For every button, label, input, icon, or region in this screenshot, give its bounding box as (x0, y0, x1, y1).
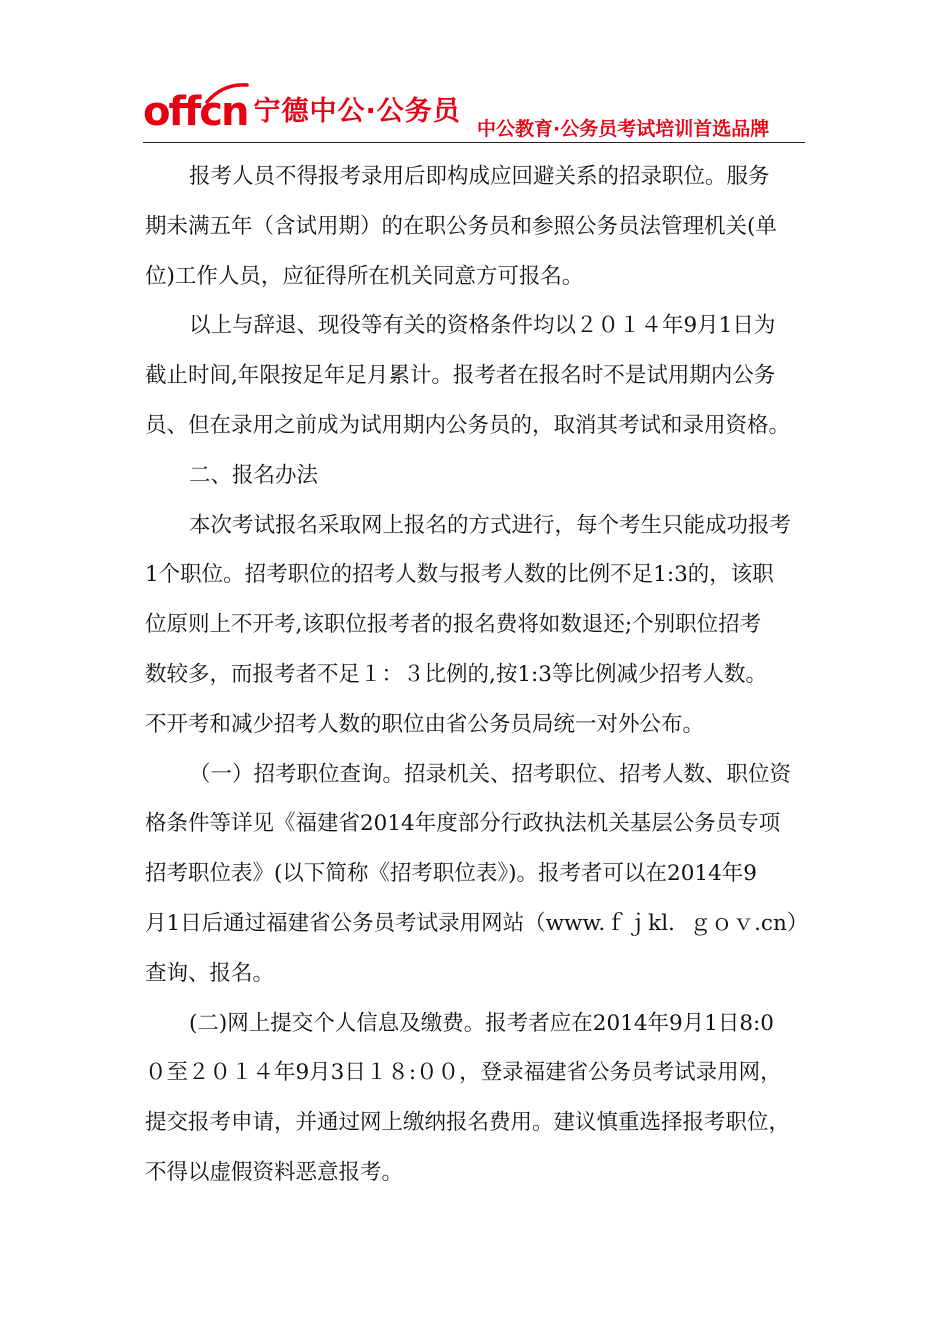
text-line: 提交报考申请，并通过网上缴纳报名费用。建议慎重选择报考职位， (145, 1110, 791, 1136)
text-line: 1个职位。招考职位的招考人数与报考人数的比例不足1:3的，该职 (145, 562, 774, 588)
page-header (143, 84, 805, 143)
text-line: 以上与辞退、现役等有关的资格条件均以２０１４年9月1日为 (189, 313, 776, 339)
text-line: 查询、报名。 (145, 960, 275, 986)
text-line: 月1日后通过福建省公务员考试录用网站（www.ｆｊkl．ｇｏｖ.cn） (145, 910, 809, 936)
text-line: （一）招考职位查询。招录机关、招考职位、招考人数、职位资 (189, 761, 792, 787)
text-line: 不得以虚假资料恶意报考。 (145, 1159, 404, 1185)
offcn-logo (143, 88, 461, 135)
text-line: 位)工作人员，应征得所在机关同意方可报名。 (145, 263, 584, 289)
text-line: ０至２０１４年9月3日１８:００，登录福建省公务员考试录用网， (145, 1060, 782, 1086)
brand-slogan: 中公教育·公务员考试培训首选品牌 (477, 118, 770, 140)
text-line: 数较多，而报考者不足１：３比例的,按1:3等比例减少招考人数。 (145, 661, 767, 687)
text-line: 期未满五年（含试用期）的在职公务员和参照公务员法管理机关(单 (145, 213, 777, 239)
text-line: 报考人员不得报考录用后即构成应回避关系的招录职位。服务 (189, 164, 770, 189)
logo-swoosh-icon (205, 82, 249, 104)
document-body (145, 152, 809, 1198)
text-line: 招考职位表》(以下简称《招考职位表》)。报考者可以在2014年9 (145, 861, 757, 887)
text-line: (二)网上提交个人信息及缴费。报考者应在2014年9月1日8:0 (189, 1010, 774, 1036)
text-line: 本次考试报名采取网上报名的方式进行，每个考生只能成功报考 (189, 512, 792, 538)
text-line: 员、但在录用之前成为试用期内公务员的，取消其考试和录用资格。 (145, 412, 791, 438)
text-line: 位原则上不开考,该职位报考者的报名费将如数退还;个别职位招考 (145, 612, 762, 638)
logo-mark: offcn (143, 89, 248, 135)
text-line: 格条件等详见《福建省2014年度部分行政执法机关基层公务员专项 (145, 811, 781, 837)
logo-site-name: 宁德中公·公务员 (253, 96, 461, 127)
text-line: 截止时间,年限按足年足月累计。报考者在报名时不是试用期内公务 (145, 363, 776, 389)
section-heading: 二、报名办法 (189, 462, 319, 488)
text-line: 不开考和减少招考人数的职位由省公务员局统一对外公布。 (145, 711, 705, 737)
